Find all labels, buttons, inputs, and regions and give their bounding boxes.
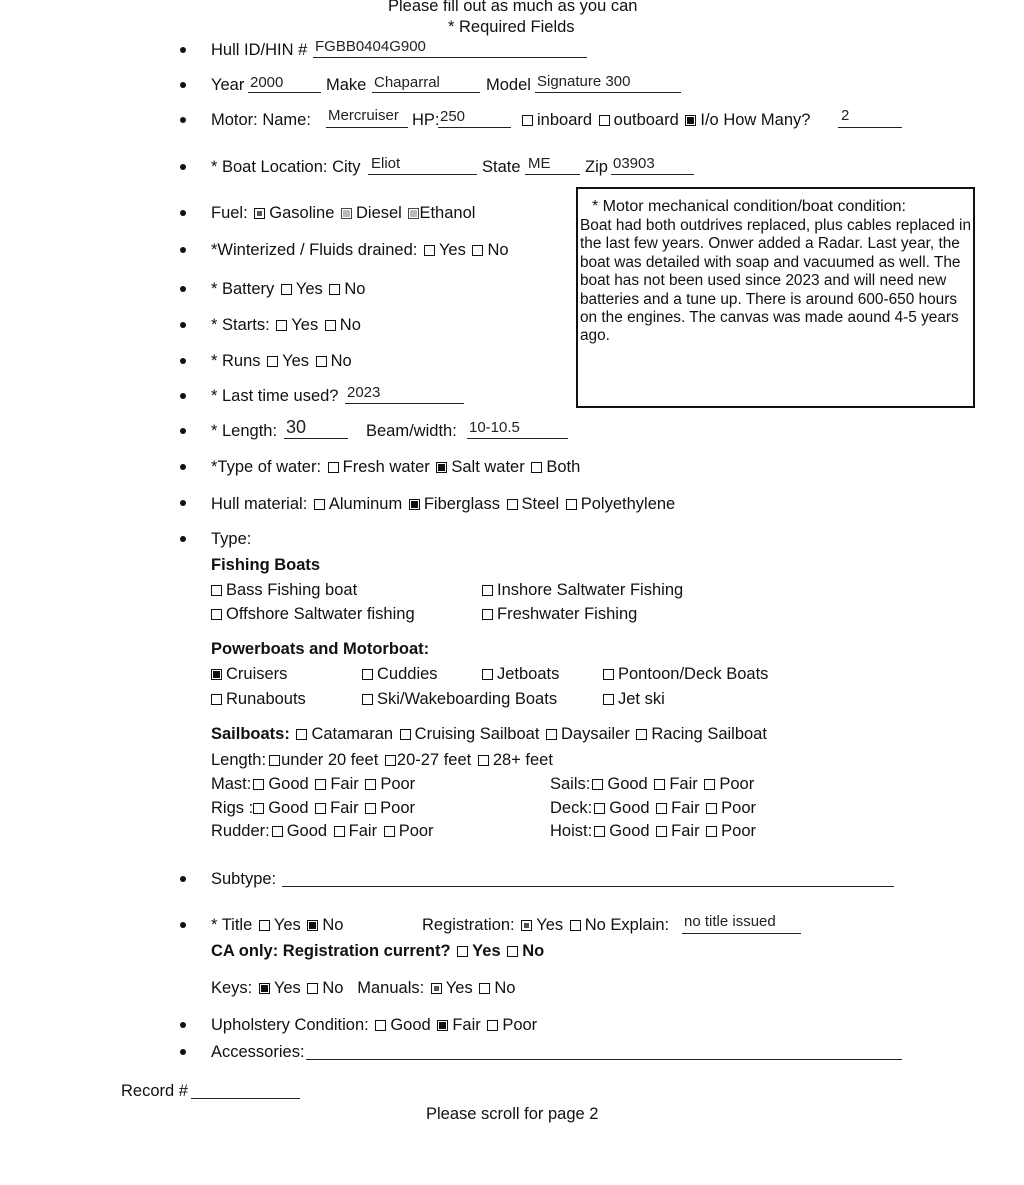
bullet [180, 47, 186, 53]
good-label: Good [390, 1016, 431, 1034]
how-many-value[interactable]: 2 [841, 107, 850, 124]
yes-label: Yes [273, 979, 301, 997]
bass-fishing-label: Bass Fishing boat [226, 581, 358, 599]
offshore-saltwater-label: Offshore Saltwater fishing [226, 605, 415, 623]
no-label: No [494, 979, 516, 997]
racing-sailboat-label: Racing Sailboat [651, 725, 767, 743]
polyethylene-checkbox[interactable] [566, 499, 577, 510]
bullet [180, 393, 186, 399]
ca-registration-label: CA only: Registration current? [211, 942, 451, 960]
salt-water-checkbox[interactable] [436, 462, 447, 473]
upholstery-good-checkbox[interactable] [375, 1020, 386, 1031]
fair-checkbox[interactable] [656, 803, 667, 814]
bullet [180, 1022, 186, 1028]
runs-no-checkbox[interactable] [316, 356, 327, 367]
state-value[interactable]: ME [528, 155, 551, 172]
ethanol-checkbox[interactable] [408, 208, 419, 219]
daysailer-checkbox[interactable] [546, 729, 557, 740]
good-label: Good [268, 775, 309, 793]
jetboats-checkbox[interactable] [482, 669, 493, 680]
ca-registration-row [211, 941, 544, 961]
explain-value[interactable]: no title issued [684, 913, 776, 930]
hoist-label: Hoist: [550, 822, 593, 840]
steel-checkbox[interactable] [507, 499, 518, 510]
power-option [362, 689, 557, 709]
condition-notes-heading: * Motor mechanical condition/boat condition: [592, 198, 906, 215]
upholstery-row [211, 1015, 537, 1035]
motor-name-underline [326, 127, 408, 128]
power-option [603, 689, 665, 709]
gasoline-label: Gasoline [269, 204, 335, 222]
28-plus-checkbox[interactable] [478, 755, 489, 766]
required-fields-note: * Required Fields [448, 18, 575, 36]
hp-label: HP: [412, 111, 440, 129]
no-label: No [344, 280, 366, 298]
fresh-water-label: Fresh water [342, 458, 430, 476]
poor-checkbox[interactable] [704, 779, 715, 790]
motor-name-value[interactable]: Mercruiser [328, 107, 399, 124]
poor-label: Poor [719, 775, 755, 793]
city-value[interactable]: Eliot [371, 155, 401, 172]
starts-label: * Starts: [211, 316, 270, 334]
cuddies-checkbox[interactable] [362, 669, 373, 680]
offshore-saltwater-checkbox[interactable] [211, 609, 222, 620]
mast-label: Mast: [211, 775, 252, 793]
28-plus-label: 28+ feet [492, 751, 553, 769]
fair-label: Fair [330, 775, 359, 793]
sailboats-row [211, 724, 767, 744]
keys-row [211, 978, 515, 998]
runs-label: * Runs [211, 352, 261, 370]
bass-fishing-checkbox[interactable] [211, 585, 222, 596]
pontoon-label: Pontoon/Deck Boats [618, 665, 769, 683]
state-underline [525, 174, 580, 175]
yes-label: Yes [273, 916, 301, 934]
ca-yes-checkbox[interactable] [457, 946, 468, 957]
under-20-label: under 20 feet [281, 751, 379, 769]
subtype-label: Subtype: [211, 870, 277, 888]
yes-label: Yes [282, 352, 310, 370]
hull-id-label: Hull ID/HIN # [211, 41, 308, 59]
fair-checkbox[interactable] [654, 779, 665, 790]
poor-label: Poor [721, 799, 757, 817]
model-label: Model [486, 76, 531, 94]
poor-checkbox[interactable] [365, 803, 376, 814]
water-label: *Type of water: [211, 458, 322, 476]
record-field[interactable] [191, 1098, 300, 1099]
make-value[interactable]: Chaparral [374, 74, 440, 91]
starts-no-checkbox[interactable] [325, 320, 336, 331]
bullet [180, 428, 186, 434]
bullet [180, 164, 186, 170]
racing-sailboat-checkbox[interactable] [636, 729, 647, 740]
sail-length-row [211, 750, 553, 770]
year-underline [248, 92, 321, 93]
record-label: Record # [121, 1082, 188, 1100]
fair-checkbox[interactable] [315, 779, 326, 790]
fuel-label: Fuel: [211, 204, 248, 222]
power-option [603, 664, 768, 684]
bullet [180, 358, 186, 364]
power-option [362, 664, 438, 684]
runs-row [211, 351, 352, 371]
runabouts-checkbox[interactable] [211, 694, 222, 705]
fishing-boats-heading: Fishing Boats [211, 556, 321, 574]
mast-row [211, 774, 415, 794]
winterized-row [211, 240, 509, 260]
motor-type-options [520, 110, 810, 130]
hp-underline [438, 127, 511, 128]
jetboats-label: Jetboats [497, 665, 560, 683]
beam-label: Beam/width: [366, 422, 457, 440]
year-label: Year [211, 76, 245, 94]
fuel-row [211, 203, 475, 223]
no-label: No [322, 979, 344, 997]
20-27-checkbox[interactable] [385, 755, 396, 766]
winterized-yes-checkbox[interactable] [424, 245, 435, 256]
bullet [180, 876, 186, 882]
rudder-label: Rudder: [211, 822, 270, 840]
catamaran-label: Catamaran [311, 725, 394, 743]
inshore-saltwater-label: Inshore Saltwater Fishing [497, 581, 684, 599]
good-checkbox[interactable] [594, 826, 605, 837]
beam-underline [467, 438, 568, 439]
manuals-no-checkbox[interactable] [479, 983, 490, 994]
aluminum-checkbox[interactable] [314, 499, 325, 510]
aluminum-label: Aluminum [328, 495, 403, 513]
rigs-label: Rigs : [211, 799, 254, 817]
how-many-label: How Many? [723, 111, 811, 129]
jet-ski-label: Jet ski [618, 690, 665, 708]
battery-row [211, 279, 365, 299]
water-row [211, 457, 580, 477]
type-label: Type: [211, 530, 252, 548]
upholstery-poor-checkbox[interactable] [487, 1020, 498, 1031]
cruisers-checkbox[interactable] [211, 669, 222, 680]
no-label: No [487, 241, 509, 259]
sails-label: Sails: [550, 775, 591, 793]
steel-label: Steel [521, 495, 560, 513]
hull-id-underline [313, 57, 587, 58]
poor-label: Poor [380, 799, 416, 817]
freshwater-fishing-label: Freshwater Fishing [497, 605, 638, 623]
winterized-no-checkbox[interactable] [472, 245, 483, 256]
registration-label: Registration: [422, 916, 515, 934]
make-underline [372, 92, 480, 93]
under-20-checkbox[interactable] [269, 755, 280, 766]
registration-row [422, 915, 669, 935]
diesel-label: Diesel [356, 204, 402, 222]
starts-yes-checkbox[interactable] [276, 320, 287, 331]
good-checkbox[interactable] [594, 803, 605, 814]
condition-notes-box[interactable] [576, 187, 975, 408]
title-yes-checkbox[interactable] [259, 920, 270, 931]
both-water-label: Both [546, 458, 581, 476]
length-underline [284, 438, 348, 439]
last-used-underline [345, 403, 464, 404]
fiberglass-checkbox[interactable] [409, 499, 420, 510]
last-used-label: * Last time used? [211, 387, 339, 405]
jet-ski-checkbox[interactable] [603, 694, 614, 705]
deck-row [550, 798, 756, 818]
fair-checkbox[interactable] [315, 803, 326, 814]
title-label: * Title [211, 916, 253, 934]
starts-row [211, 315, 361, 335]
outboard-label: outboard [613, 111, 679, 129]
how-many-underline [838, 127, 902, 128]
bullet [180, 247, 186, 253]
yes-label: Yes [445, 979, 473, 997]
battery-label: * Battery [211, 280, 275, 298]
poor-label: Poor [721, 822, 757, 840]
bullet [180, 922, 186, 928]
state-label: State [482, 158, 521, 176]
poor-label: Poor [398, 822, 434, 840]
yes-label: Yes [438, 241, 466, 259]
keys-label: Keys: [211, 979, 253, 997]
fair-checkbox[interactable] [656, 826, 667, 837]
cuddies-label: Cuddies [377, 665, 438, 683]
bullet [180, 322, 186, 328]
runabouts-label: Runabouts [226, 690, 306, 708]
pontoon-checkbox[interactable] [603, 669, 614, 680]
winterized-label: *Winterized / Fluids drained: [211, 241, 418, 259]
length-value[interactable]: 30 [286, 417, 307, 437]
power-option [211, 664, 287, 684]
good-label: Good [286, 822, 328, 840]
manuals-yes-checkbox[interactable] [431, 983, 442, 994]
motor-label: Motor: Name: [211, 111, 311, 129]
fair-checkbox[interactable] [334, 826, 345, 837]
hull-material-row [211, 494, 675, 514]
bullet [180, 536, 186, 542]
ski-wakeboarding-label: Ski/Wakeboarding Boats [377, 690, 558, 708]
daysailer-label: Daysailer [561, 725, 630, 743]
yes-label: Yes [295, 280, 323, 298]
good-label: Good [607, 775, 648, 793]
catamaran-checkbox[interactable] [296, 729, 307, 740]
fair-label: Fair [669, 775, 698, 793]
explain-label: No Explain: [584, 916, 670, 934]
powerboats-heading: Powerboats and Motorboat: [211, 640, 430, 658]
keys-no-checkbox[interactable] [307, 983, 318, 994]
explain-underline [682, 933, 801, 934]
subtype-field[interactable] [282, 886, 894, 887]
inboard-checkbox[interactable] [522, 115, 533, 126]
zip-value[interactable]: 03903 [613, 155, 655, 172]
sails-row [550, 774, 754, 794]
fishing-option [211, 580, 357, 600]
keys-yes-checkbox[interactable] [259, 983, 270, 994]
gasoline-checkbox[interactable] [254, 208, 265, 219]
diesel-checkbox[interactable] [341, 208, 352, 219]
accessories-label: Accessories: [211, 1043, 305, 1061]
scroll-note: Please scroll for page 2 [426, 1105, 599, 1123]
battery-yes-checkbox[interactable] [281, 284, 292, 295]
yes-label: Yes [291, 316, 319, 334]
poor-label: Poor [380, 775, 416, 793]
power-option [211, 689, 306, 709]
zip-label: Zip [585, 158, 608, 176]
hull-material-label: Hull material: [211, 495, 308, 513]
both-water-checkbox[interactable] [531, 462, 542, 473]
good-checkbox[interactable] [253, 779, 264, 790]
deck-label: Deck: [550, 799, 593, 817]
title-no-checkbox[interactable] [307, 920, 318, 931]
io-label: I/o [700, 111, 719, 129]
zip-underline [611, 174, 694, 175]
battery-no-checkbox[interactable] [329, 284, 340, 295]
registration-yes-checkbox[interactable] [521, 920, 532, 931]
rigs-row [211, 798, 415, 818]
fresh-water-checkbox[interactable] [328, 462, 339, 473]
cruising-sailboat-checkbox[interactable] [400, 729, 411, 740]
runs-yes-checkbox[interactable] [267, 356, 278, 367]
bullet [180, 117, 186, 123]
polyethylene-label: Polyethylene [580, 495, 676, 513]
good-label: Good [609, 822, 650, 840]
inboard-label: inboard [537, 111, 593, 129]
good-checkbox[interactable] [592, 779, 603, 790]
yes-label: Yes [536, 916, 564, 934]
city-underline [368, 174, 477, 175]
length-label: * Length: [211, 422, 278, 440]
inshore-saltwater-checkbox[interactable] [482, 585, 493, 596]
fair-label: Fair [348, 822, 378, 840]
power-option [482, 664, 559, 684]
cruising-sailboat-label: Cruising Sailboat [414, 725, 540, 743]
poor-checkbox[interactable] [384, 826, 395, 837]
no-label: No [322, 916, 344, 934]
condition-notes-text: Boat had both outdrives replaced, plus cables replaced in the last few years. Onwer added a Radar. Last year, the boat was detailed with soap and vacuumed as well. The boat has not been used since 2023 and will need new batteries and a tune up. There is around 600-650 hours on the engines. The canvas was made aound 4-5 years ago. [580, 217, 976, 345]
poor-checkbox[interactable] [706, 803, 717, 814]
last-used-value[interactable]: 2023 [347, 384, 381, 401]
upholstery-fair-checkbox[interactable] [437, 1020, 448, 1031]
ethanol-label: Ethanol [419, 204, 476, 222]
fiberglass-label: Fiberglass [423, 495, 500, 513]
manuals-label: Manuals: [357, 979, 425, 997]
no-label: No [522, 942, 545, 960]
ski-wakeboarding-checkbox[interactable] [362, 694, 373, 705]
hp-value[interactable]: 250 [440, 108, 466, 125]
salt-water-label: Salt water [451, 458, 525, 476]
fair-label: Fair [330, 799, 359, 817]
bullet [180, 286, 186, 292]
registration-no-checkbox[interactable] [570, 920, 581, 931]
yes-label: Yes [472, 942, 501, 960]
hull-id-value[interactable]: FGBB0404G900 [315, 38, 426, 55]
year-value[interactable]: 2000 [250, 74, 284, 91]
io-checkbox[interactable] [685, 115, 696, 126]
title-row [211, 915, 343, 935]
accessories-field[interactable] [306, 1059, 902, 1060]
cruisers-label: Cruisers [226, 665, 288, 683]
fair-label: Fair [671, 799, 700, 817]
outboard-checkbox[interactable] [599, 115, 610, 126]
header-instructions: Please fill out as much as you can [388, 0, 638, 15]
beam-value[interactable]: 10-10.5 [469, 419, 520, 436]
bullet [180, 500, 186, 506]
model-underline [535, 92, 681, 93]
poor-checkbox[interactable] [365, 779, 376, 790]
no-label: No [339, 316, 361, 334]
freshwater-fishing-checkbox[interactable] [482, 609, 493, 620]
good-label: Good [268, 799, 309, 817]
bullet [180, 210, 186, 216]
sailboats-heading: Sailboats: [211, 725, 290, 743]
good-checkbox[interactable] [272, 826, 283, 837]
poor-label: Poor [502, 1016, 538, 1034]
fair-label: Fair [452, 1016, 481, 1034]
rudder-row [211, 821, 434, 841]
fair-label: Fair [671, 822, 700, 840]
ca-no-checkbox[interactable] [507, 946, 518, 957]
20-27-label: 20-27 feet [396, 751, 472, 769]
good-label: Good [609, 799, 650, 817]
fishing-option [482, 580, 683, 600]
fishing-option [482, 604, 637, 624]
upholstery-label: Upholstery Condition: [211, 1016, 369, 1034]
make-label: Make [326, 76, 367, 94]
good-checkbox[interactable] [253, 803, 264, 814]
bullet [180, 82, 186, 88]
bullet [180, 464, 186, 470]
no-label: No [330, 352, 352, 370]
location-label: * Boat Location: City [211, 158, 361, 176]
poor-checkbox[interactable] [706, 826, 717, 837]
model-value[interactable]: Signature 300 [537, 73, 631, 90]
hoist-row [550, 821, 756, 841]
sail-length-label: Length: [211, 751, 267, 769]
bullet [180, 1049, 186, 1055]
fishing-option [211, 604, 415, 624]
